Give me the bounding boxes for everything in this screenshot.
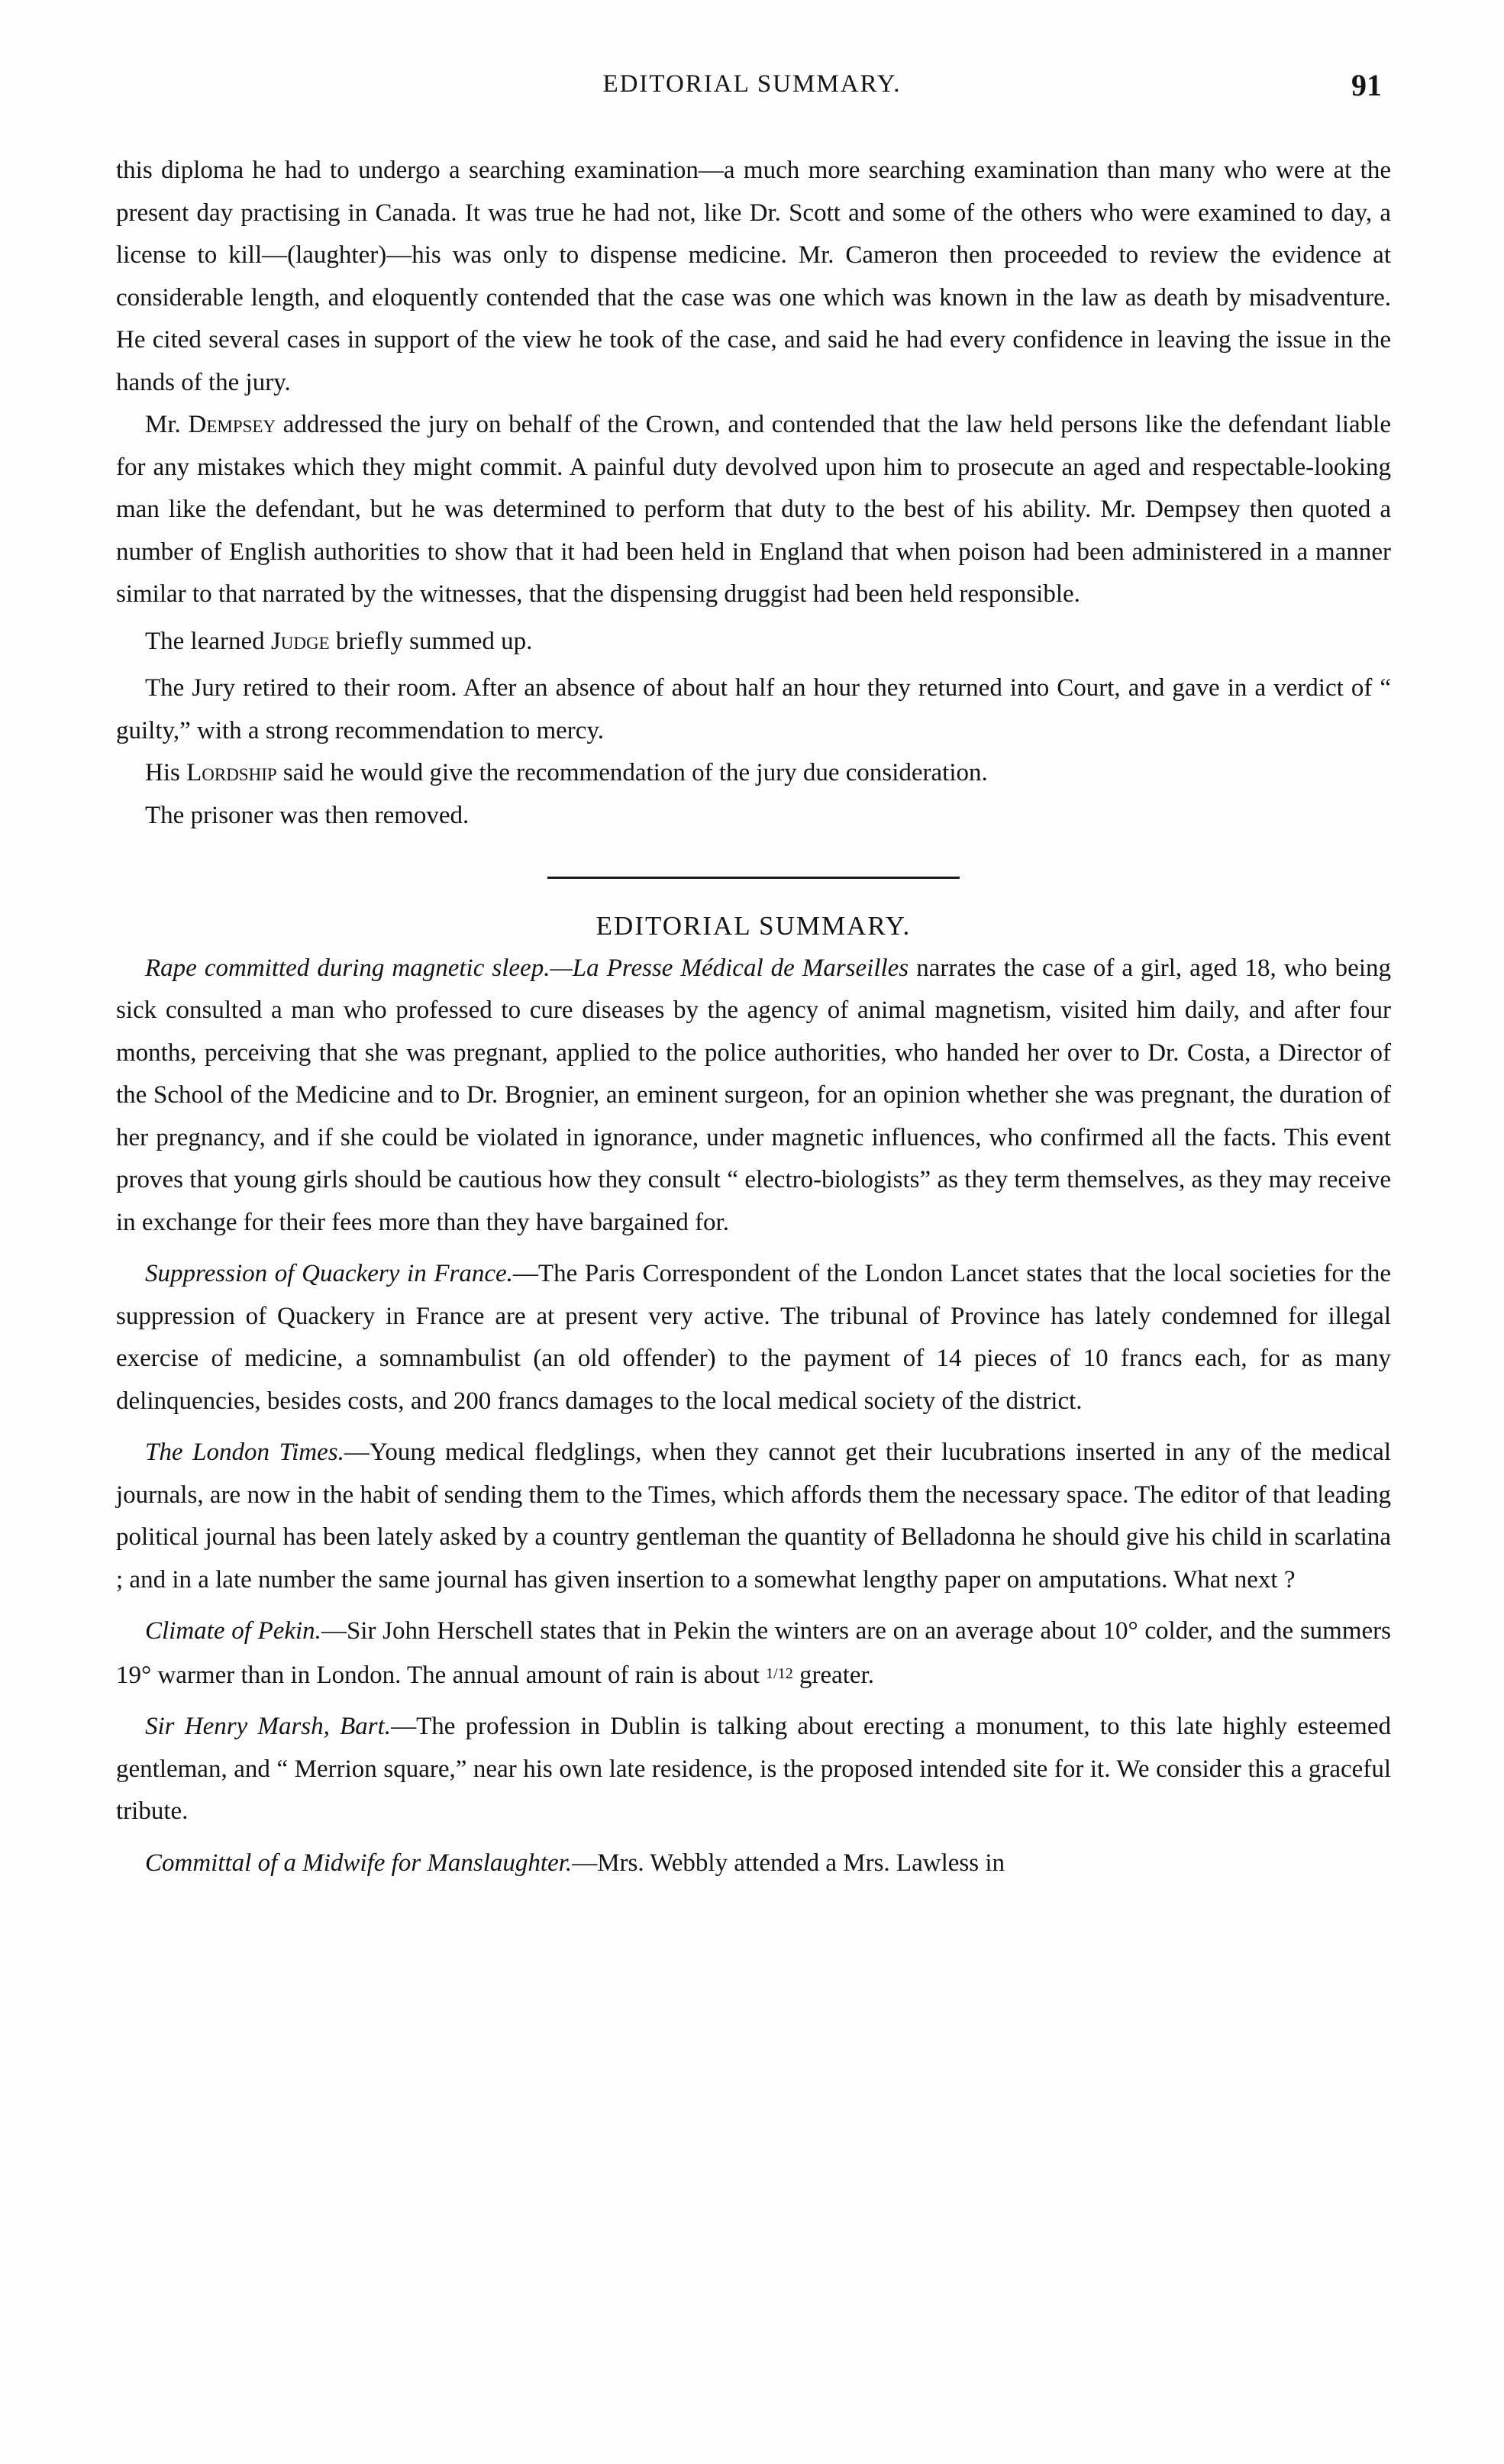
name-lordship: Lordship xyxy=(186,759,277,786)
trial-p3-text: briefly summed up. xyxy=(329,627,533,655)
trial-p2-text: addressed the jury on behalf of the Crown, and contended that the law held persons like the defendant liable for any mistakes which they might commit. A painful duty devolved upon him to prosecute an aged and respectable-looking man like the defendant, but he was determined to perform that duty to the best of his ability. Mr. Dempsey then quoted a number of English authorities to show that it had been held in England that when poison had been administered in a manner similar to that narrated by the witnesses, that the dispensing druggist had been held responsible. xyxy=(116,411,1392,608)
summary-item-quackery-france xyxy=(116,1253,1391,1423)
item-text: —The Paris Correspondent of the London Lancet states that the local societies for the suppression of Quackery in France are at present very active. The tribunal of Province has lately condemned for illegal exercise of medicine, a somnambulist (an old offender) to the payment of 14 pieces of 10 francs each, for as many delinquencies, besides costs, and 200 francs damages to the local medical society of the district. xyxy=(116,1260,1391,1415)
page-number: 91 xyxy=(1351,68,1382,102)
summary-item-climate-pekin xyxy=(116,1610,1391,1697)
item-text: —Young medical fledglings, when they cannot get their lucubrations inserted in any of the medical journals, are now in the habit of sending them to the Times, which affords them the necessary space. The editor of that leading political journal has been lately asked by a country gentleman the quantity of Belladonna he should give his child in scarlatina ; and in a late number the same journal has given insertion to a somewhat lengthy paper on amputations. What next ? xyxy=(116,1439,1391,1594)
trial-p5-prefix: His xyxy=(145,759,187,786)
name-judge: Judge xyxy=(270,627,330,655)
running-head xyxy=(115,67,1389,113)
section-title: EDITORIAL SUMMARY. xyxy=(595,911,912,941)
item-text-end: greater. xyxy=(792,1661,874,1689)
trial-paragraph-1: this diploma he had to undergo a searching examination—a much more searching examination than many who were at the present day practising in Canada. It was true he had not, like Dr. Scott and some of the others who were examined to day, a license to kill—(laughter)—his was only to dispense medicine. Mr. Cameron then proceeded to review the evidence at considerable length, and eloquently contended that the case was one which was known in the law as death by misadventure. He cited several cases in support of the view he took of the case, and said he had every confidence in leaving the issue in the hands of the jury. xyxy=(116,157,1391,396)
fraction-one-twelfth: 1/12 xyxy=(766,1665,793,1682)
trial-paragraph-6: The prisoner was then removed. xyxy=(145,801,470,829)
summary-item-henry-marsh xyxy=(116,1706,1391,1833)
summary-item-midwife-committal xyxy=(116,1842,1391,1885)
item-heading: The London Times. xyxy=(145,1439,344,1466)
trial-paragraph-4: The Jury retired to their room. After an absence of about half an hour they returned into Court, and gave in a verdict of “ guilty,” with a strong recommendation to mercy. xyxy=(116,674,1391,744)
item-text: —Mrs. Webbly attended a Mrs. Lawless in xyxy=(572,1849,1005,1877)
trial-paragraph-2 xyxy=(116,404,1391,616)
section-divider xyxy=(547,877,960,879)
item-heading: Sir Henry Marsh, Bart. xyxy=(145,1713,392,1740)
trial-paragraph-5 xyxy=(116,752,1391,795)
trial-p5-text: said he would give the recommendation of the jury due consideration. xyxy=(276,759,988,786)
summary-item-london-times xyxy=(116,1432,1391,1601)
item-heading: Suppression of Quackery in France. xyxy=(145,1260,513,1287)
item-text: narrates the case of a girl, aged 18, who being sick consulted a man who professed to cure diseases by the agency of animal magnetism, visited him daily, and after four months, perceiving that she was pregnant, applied to the police authorities, who handed her over to Dr. Costa, a Director of the School of the Medicine and to Dr. Brognier, an eminent surgeon, for an opinion whether she was pregnant, the duration of her pregnancy, and if she could be violated in ignorance, under magnetic influences, who confirmed all the facts. This event proves that young girls should be cautious how they consult “ electro-biologists” as they term themselves, as they may receive in exchange for their fees more than they have bargained for. xyxy=(116,954,1391,1236)
trial-p3-prefix: The learned xyxy=(145,627,271,655)
name-dempsey: Dempsey xyxy=(188,411,276,438)
summary-item-rape-magnetic-sleep xyxy=(116,948,1391,1245)
item-heading: Rape committed during magnetic sleep.—La Presse Médical de Marseilles xyxy=(145,954,909,982)
item-heading: Climate of Pekin. xyxy=(145,1617,321,1645)
item-heading: Committal of a Midwife for Manslaughter. xyxy=(145,1849,573,1877)
page-body xyxy=(116,150,1391,1884)
trial-paragraph-3 xyxy=(116,621,1391,664)
item-text: —Sir John Herschell states that in Pekin the winters are on an average about 10° colder, and the summers 19° warmer than in London. The annual amount of rain is about xyxy=(116,1617,1391,1689)
running-title: EDITORIAL SUMMARY. xyxy=(602,70,902,98)
trial-p2-prefix: Mr. xyxy=(145,411,189,438)
item-text: —The profession in Dublin is talking about erecting a monument, to this late highly esteemed gentleman, and “ Merrion square,” near his own late residence, is the proposed intended site for it. We consider this a graceful tribute. xyxy=(116,1713,1391,1825)
